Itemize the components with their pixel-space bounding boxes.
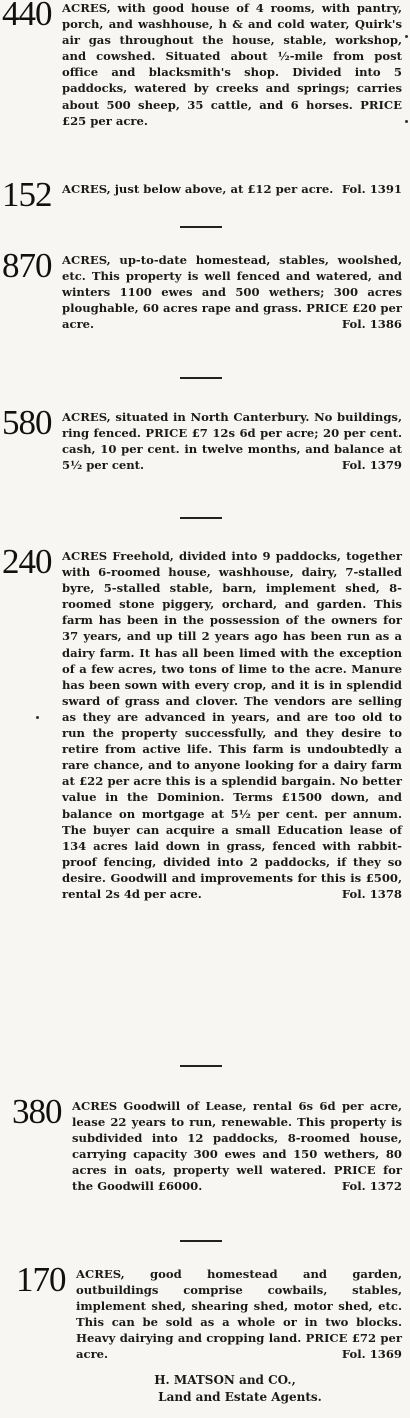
listing-text: ACRES Freehold, divided into 9 paddocks, together with 6-roomed house, washhouse, dairy, 7-stalled byre, 5-stalled stable, barn, implement shed, 8-roomed stone piggery, orchard, and garden. This farm has been in the possession of the owners for 37 years, and up till 2 years ago has been run as a dairy farm. It has all been limed with the exception of a few acres, two tons of lime to the acre. Manure has been sown with every crop, and it is in splendid sward of grass and clover. The vendors are selling as they are advanced in years, and are too old to run the property successfully, and they desire to retire from active life. This farm is undoubtedly a rare chance, and to anyone looking for a dairy farm at £22 per acre this is a splendid bargain. No better value in the Dominion. Terms £1500 down, and balance on mortgage at 5½ per cent. per annum. The buyer can acquire a small Education lease of 134 acres laid down in grass, fenced with rabbit-proof fencing, divided into 2 paddocks, if they so desire. Goodwill and improvements for this is £500, rental 2s 4d per acre. Fol. 1378 [62,549,402,901]
listing-380 [10,1092,410,1195]
margin-dot [405,120,408,123]
divider-rule [180,377,222,379]
acre-number: 440 [2,0,52,33]
divider-rule [180,226,222,228]
acre-number: 380 [12,1092,62,1131]
folio-ref: Fol. 1378 [341,886,402,901]
margin-dot [36,716,39,719]
acre-number: 580 [2,403,52,442]
divider-rule [180,1240,222,1242]
listing-440 [0,0,410,129]
listing-text: ACRES, situated in North Canterbury. No buildings, ring fenced. PRICE £7 12s 6d per acre; 20 per cent. cash, 10 per cent. in twelve months, and balance at 5½ per cent. Fol. 1379 [62,410,402,473]
listing-text: ACRES, with good house of 4 rooms, with pantry, porch, and washhouse, h & and cold water, Quirk's air gas throughout the house, stable, workshop, and cowshed. Situated about ½-mile from post office and blacksmith's shop. Divided into 5 paddocks, watered by creeks and springs; carries about 500 sheep, 35 cattle, and 6 horses. PRICE £25 per acre. [62,1,402,128]
listing-170 [14,1260,410,1363]
acre-number: 152 [2,175,52,214]
margin-dot [405,35,408,38]
folio-ref: Fol. 1386 [341,317,402,332]
listing-870 [0,246,410,332]
listing-152 [0,175,410,214]
listing-text: ACRES, good homestead and garden, outbuildings comprise cowbails, stables, implement shed, shearing shed, motor shed, etc. This can be sold as a whole or in two blocks. Heavy dairying and cropping land. PRICE £72 per acre. Fol. 1369 [76,1267,402,1362]
listing-text: ACRES Goodwill of Lease, rental 6s 6d per acre, lease 22 years to run, renewable. This property is subdivided into 12 paddocks, 8-roomed house, carrying capacity 300 ewes and 150 wethers, 80 acres in oats, property well watered. PRICE for the Goodwill £6000. Fol. 1372 [72,1099,402,1194]
listing-text: ACRES, just below above, at £12 per acre. Fol. 1391 [62,182,402,196]
listing-240 [0,542,410,902]
folio-ref: Fol. 1372 [341,1179,402,1194]
acre-number: 240 [2,542,52,581]
listing-text: ACRES, up-to-date homestead, stables, woolshed, etc. This property is well fenced and watered, and winters 1100 ewes and 500 wethers; 300 acres ploughable, 60 acres rape and grass. PRICE £20 per acre. Fol. 1386 [62,253,402,332]
folio-ref: Fol. 1391 [341,182,402,196]
divider-rule [180,517,222,519]
listing-580 [0,403,410,473]
folio-ref: Fol. 1379 [341,458,402,473]
agent-title: Land and Estate Agents. [158,1390,322,1404]
divider-rule [180,1065,222,1067]
folio-ref: Fol. 1369 [341,1347,402,1362]
agent-name: H. MATSON and CO., [154,1373,296,1387]
acre-number: 170 [16,1260,66,1299]
acre-number: 870 [2,246,52,285]
agent-signature [60,1372,390,1406]
